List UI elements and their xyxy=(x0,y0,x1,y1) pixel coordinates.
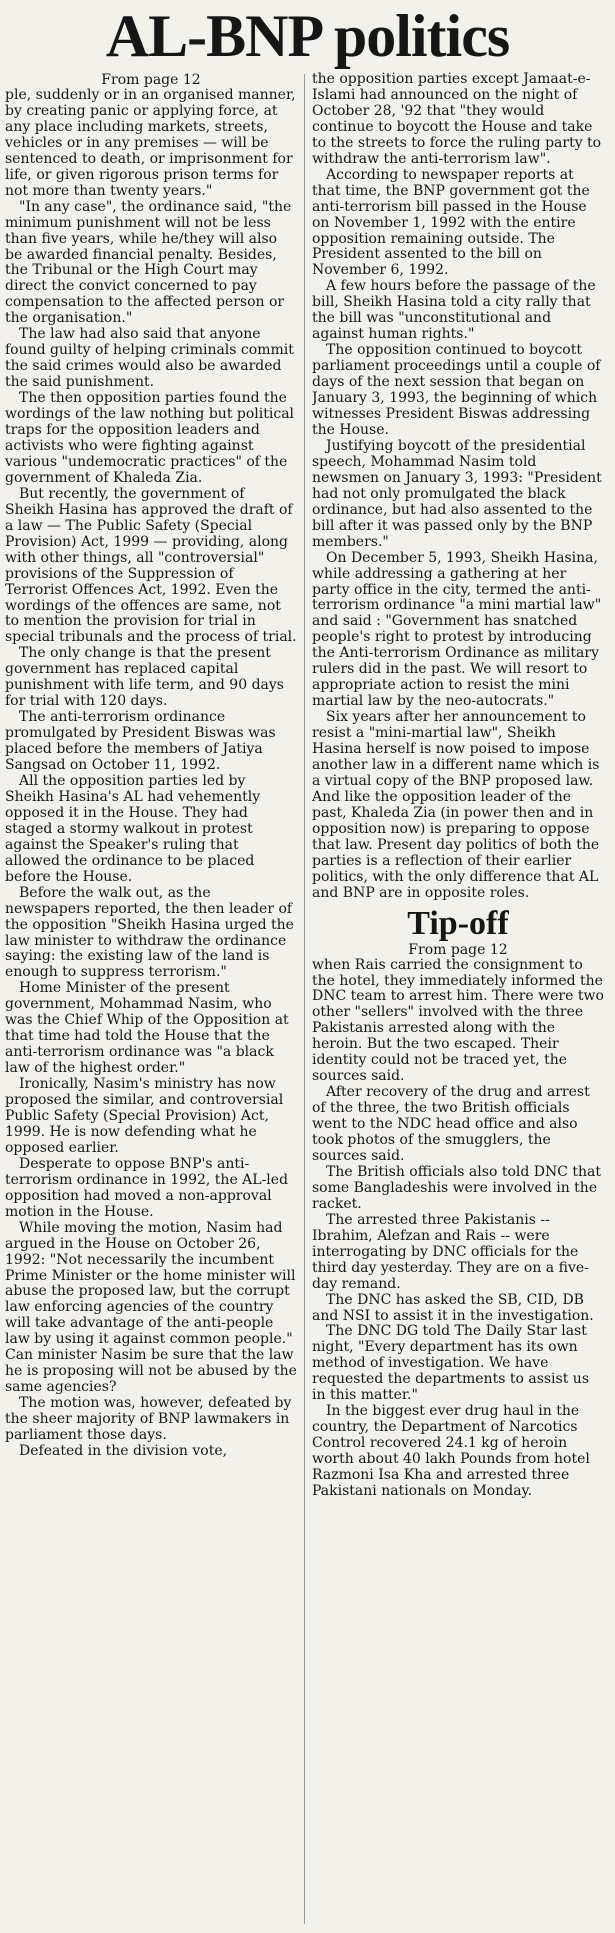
paragraph: Desperate to oppose BNP's anti-terrorism ordinance in 1992, the AL-led opposition had moved a non-approval motion in the House. xyxy=(5,1155,289,1220)
left-column xyxy=(5,72,297,1930)
paragraph: the opposition parties except Jamaat-e-Islami had announced on the night of October 28, '92 that "they would continue to boycott the House and take to the streets to force the ruling party to withdraw the anti-terrorism law". xyxy=(312,72,602,167)
paragraph: The then opposition parties found the wordings of the law nothing but political traps for the opposition leaders and activists who were fighting against various "undemocratic practices" of the government of Khaleda Zia. xyxy=(5,390,295,486)
paragraph: The DNC DG told The Daily Star last night, "Every department has its own method of investigation. We have requested the departments to assist us in this matter." xyxy=(312,1323,589,1404)
paragraph: A few hours before the passage of the bill, Sheikh Hasina told a city rally that the bill was "unconstitutional and against human rights." xyxy=(312,278,596,343)
paragraph: The arrested three Pakistanis -- Ibrahim, Alefzan and Rais -- were interrogating by DNC officials for the third day yesterday. They are on a five-day remand. xyxy=(312,1211,589,1292)
continuation-note: From page 12 xyxy=(101,72,201,88)
sub-story-headline: Tip-off xyxy=(407,904,509,942)
right-column xyxy=(312,72,604,1930)
paragraph: The DNC has asked the SB, CID, DB and NSI to assist it in the investigation. xyxy=(312,1291,594,1324)
paragraph: Before the walk out, as the newspapers reported, the then leader of the opposition "Sheikh Hasina urged the law minister to withdraw the ordinance saying: the existing law of the land is enough to suppress terrorism." xyxy=(5,884,294,981)
column-divider xyxy=(304,74,305,1924)
paragraph: After recovery of the drug and arrest of the three, the two British officials went to the NDC head office and also took photos of the smugglers, the sources said. xyxy=(312,1084,590,1164)
paragraph: The British officials also told DNC that some Bangladeshis were involved in the racket. xyxy=(312,1163,602,1212)
paragraph: ple, suddenly or in an organised manner, by creating panic or applying force, at any place including markets, streets, vehicles or in any premises — will be sentenced to death, or imprisonment for life, or given rigorous prison terms for not more than twenty years." xyxy=(5,87,296,199)
paragraph: The anti-terrorism ordinance promulgated by President Biswas was placed before the members of Jatiya Sangsad on October 11, 1992. xyxy=(5,709,276,774)
paragraph: when Rais carried the consignment to the hotel, they immediately informed the DNC team to arrest him. There were two other "sellers" involved with the three Pakistanis arrested along with the heroin. But the two escaped. Their identity could not be traced yet, the sources said. xyxy=(312,956,604,1085)
paragraph: Defeated in the division vote, xyxy=(19,1443,228,1460)
paragraph: The motion was, however, defeated by the sheer majority of BNP lawmakers in parliament those days. xyxy=(5,1395,292,1444)
paragraph: But recently, the government of Sheikh Hasina has approved the draft of a law — The Public Safety (Special Provision) Act, 1999 — providing, along with other things, all "controversial" provisions of the Suppression of Terrorist Offences Act, 1992. Even the wordings of the offences are same, not to mention the provision for trial in special tribunals and the process of trial. xyxy=(5,485,297,646)
paragraph: The law had also said that anyone found guilty of helping criminals commit the said crimes would also be awarded the said punishment. xyxy=(5,326,294,391)
paragraph: Six years after her announcement to resist a "mini-martial law", Sheikh Hasina herself is now poised to impose another law in a different name which is a virtual copy of the BNP proposed law. And like the opposition leader of the past, Khaleda Zia (in power then and in opposition now) is preparing to oppose that law. Present day politics of both the parties is a reflection of their earlier politics, with the only difference that AL and BNP are in opposite roles. xyxy=(312,709,600,901)
sub-story xyxy=(312,906,604,1500)
paragraph: The opposition continued to boycott parliament proceedings until a couple of days of the next session that began on January 3, 1993, the beginning of which witnesses President Biswas addressing the House. xyxy=(312,342,601,438)
paragraph: All the opposition parties led by Sheikh Hasina's AL had vehemently opposed it in the House. They had staged a stormy walkout in protest against the Speaker's ruling that allowed the ordinance to be placed before the House. xyxy=(5,772,261,885)
paragraph: Justifying boycott of the presidential speech, Mohammad Nasim told newsmen on January 3, 1993: "President had not only promulgated the black ordinance, but had also assented to the bill after it was passed only by the BNP members." xyxy=(312,437,602,550)
paragraph: In the biggest ever drug haul in the country, the Department of Narcotics Control recovered 24.1 kg of heroin worth about 40 lakh Pounds from hotel Razmoni Isa Kha and arrested three Pakistani nationals on Monday. xyxy=(312,1403,590,1500)
paragraph: Home Minister of the present government, Mohammad Nasim, who was the Chief Whip of the Opposition at that time had told the House that the anti-terrorism ordinance was "a black law of the highest order." xyxy=(5,980,289,1077)
paragraph: On December 5, 1993, Sheikh Hasina, while addressing a gathering at her party office in the city, termed the anti-terrorism ordinance "a mini martial law" and said : "Government has snatched people's right to protest by introducing the Anti-terrorism Ordinance as military rulers did in the past. We will resort to appropriate action to resist the mini martial law by the neo-autocrats." xyxy=(312,549,602,710)
headline: AL-BNP politics xyxy=(105,3,510,69)
paragraph: According to newspaper reports at that time, the BNP government got the anti-terrorism bill passed in the House on November 1, 1992 with the entire opposition remaining outside. The President assented to the bill on November 6, 1992. xyxy=(312,166,590,279)
paragraph: Ironically, Nasim's ministry has now proposed the similar, and controversial Public Safety (Special Provision) Act, 1999. He is now defending what he opposed earlier. xyxy=(5,1076,284,1156)
sub-story-continuation-note: From page 12 xyxy=(408,941,508,958)
paragraph: "In any case", the ordinance said, "the minimum punishment will not be less than five years, while he/they will also be awarded financial penalty. Besides, the Tribunal or the High Court may direct the convict concerned to pay compensation to the affected person or the organisation." xyxy=(5,198,292,327)
paragraph: The only change is that the present government has replaced capital punishment with life term, and 90 days for trial with 120 days. xyxy=(5,645,284,710)
paragraph: While moving the motion, Nasim had argued in the House on October 26, 1992: "Not necessarily the incumbent Prime Minister or the home minister will abuse the proposed law, but the corrupt law enforcing agencies of the country will take advantage of the anti-people law by using it against common people." Can minister Nasim be sure that the law he is proposing will not be abused by the same agencies? xyxy=(5,1219,297,1396)
